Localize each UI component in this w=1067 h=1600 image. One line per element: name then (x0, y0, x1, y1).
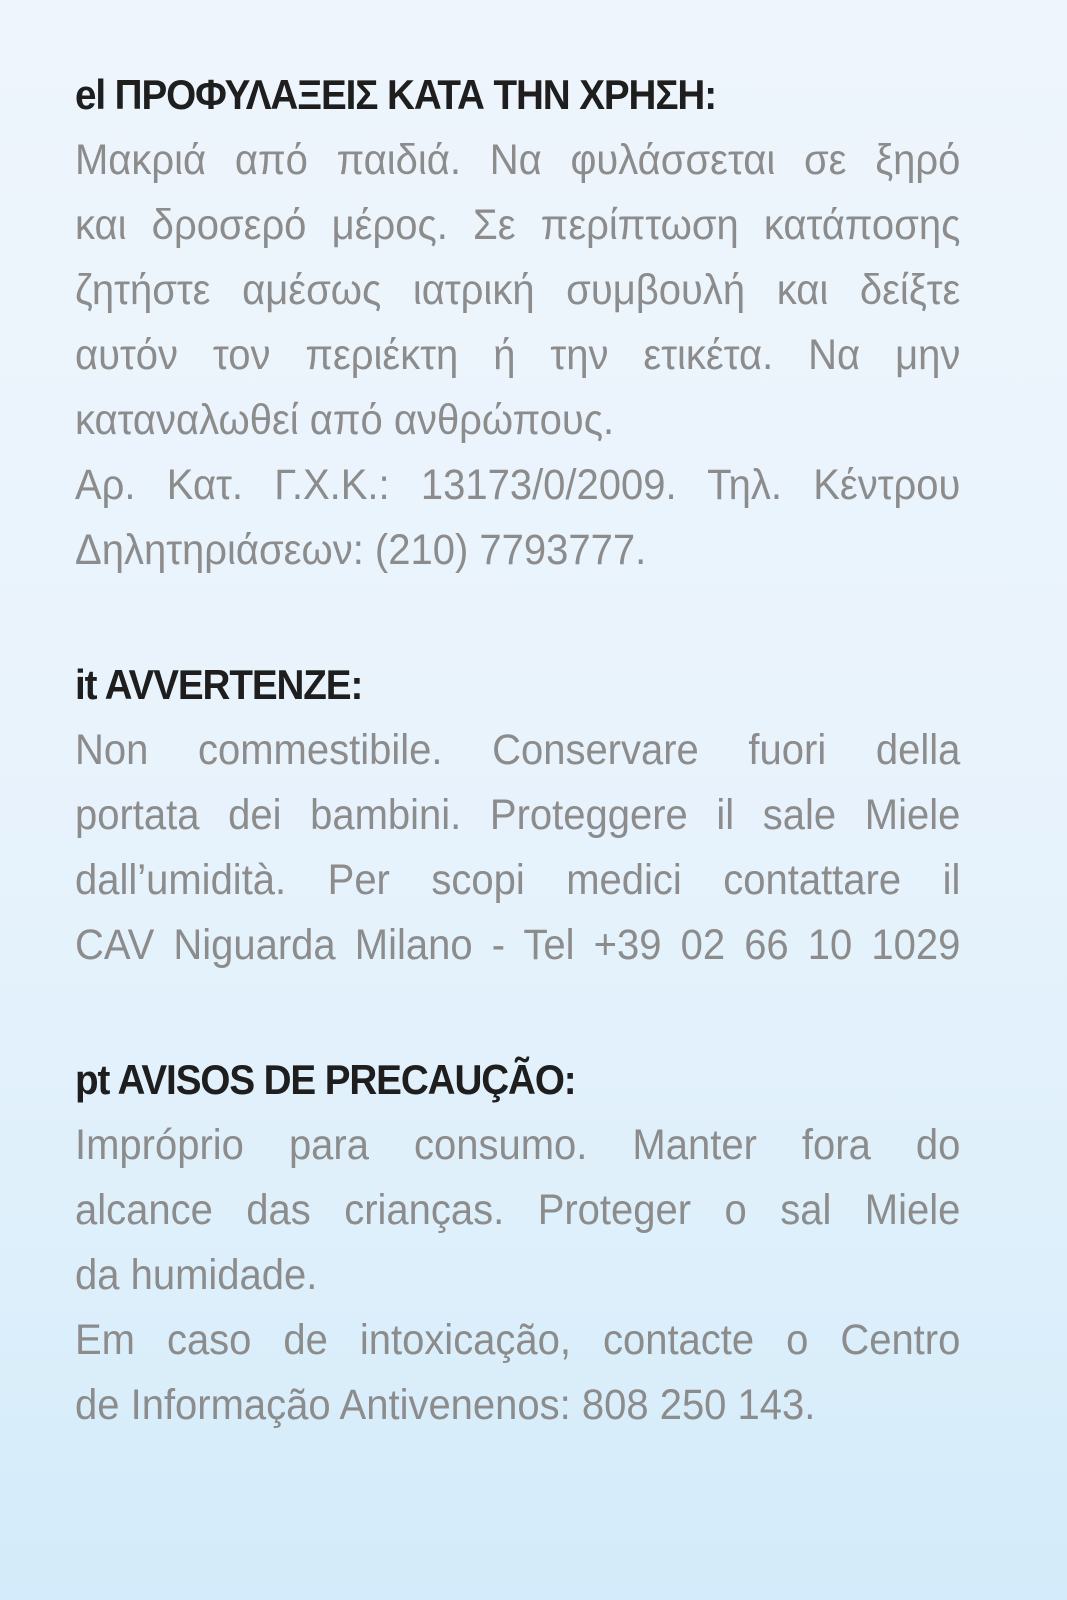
text-line: καταναλωθεί από ανθρώπους. (75, 396, 615, 444)
text-line: de Informação Antivenenos: 808 250 143. (75, 1381, 816, 1429)
section-heading-portuguese: pt AVISOS DE PRECAUÇÃO: (75, 1056, 576, 1103)
text-line: dall’umidità. Per scopi medici contattare il (75, 856, 961, 904)
text-line: CAV Niguarda Milano - Tel +39 02 66 10 1029 (75, 921, 961, 969)
text-line: αυτόν τον περιέκτη ή την ετικέτα. Να μην (75, 331, 961, 379)
section-greek (75, 62, 961, 583)
precautions-document (75, 62, 961, 1507)
section-body-italian (75, 718, 961, 978)
text-line: alcance das crianças. Proteger o sal Miele (75, 1186, 961, 1234)
section-italian (75, 652, 961, 978)
section-body-greek (75, 128, 961, 583)
section-body-portuguese (75, 1113, 961, 1438)
text-line: portata dei bambini. Proteggere il sale Miele (75, 791, 961, 839)
section-heading-italian: it AVVERTENZE: (75, 661, 363, 708)
text-line: Non commestibile. Conservare fuori della (75, 726, 961, 774)
text-line: Em caso de intoxicação, contacte o Centro (75, 1316, 961, 1364)
section-portuguese (75, 1047, 961, 1438)
text-line: και δροσερό μέρος. Σε περίπτωση κατάποσης (75, 201, 961, 249)
text-line: ζητήστε αμέσως ιατρική συμβουλή και δείξτε (75, 266, 961, 314)
text-line: Δηλητηριάσεων: (210) 7793777. (75, 526, 647, 574)
section-heading-greek: el ΠΡΟΦΥΛΑΞΕΙΣ ΚΑΤΑ ΤΗΝ ΧΡΗΣΗ: (75, 71, 716, 118)
text-line: Αρ. Κατ. Γ.Χ.Κ.: 13173/0/2009. Τηλ. Κέντρου (75, 461, 961, 509)
text-line: Μακριά από παιδιά. Να φυλάσσεται σε ξηρό (75, 136, 961, 184)
text-line: da humidade. (75, 1251, 318, 1299)
text-line: Impróprio para consumo. Manter fora do (75, 1121, 961, 1169)
